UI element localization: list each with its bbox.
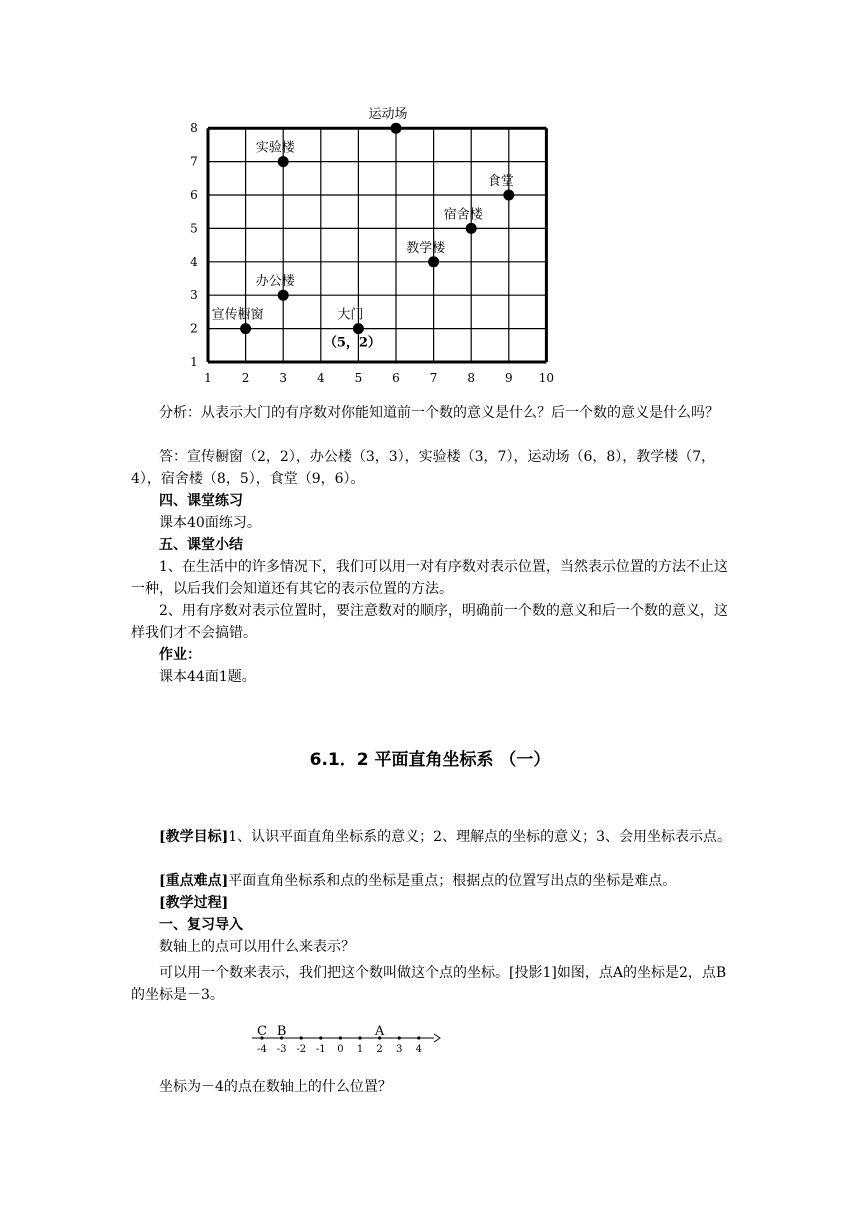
gate-coordinate-label: （5，2） <box>323 335 381 351</box>
location-point <box>503 190 514 201</box>
location-label: 运动场 <box>368 107 408 123</box>
number-line-tick-label: 2 <box>376 1044 383 1055</box>
location-point <box>466 223 477 234</box>
location-point <box>428 256 439 267</box>
number-line-dot <box>417 1036 420 1039</box>
analysis-paragraph: 分析：从表示大门的有序数对你能知道前一个数的意义是什么？后一个数的意义是什么吗？ <box>159 405 719 421</box>
section5-heading: 五、课堂小结 <box>159 537 243 553</box>
number-line-point-label: C <box>257 1024 267 1039</box>
number-line-point-label: A <box>374 1024 385 1039</box>
number-line-tick-label: -4 <box>257 1044 267 1055</box>
homework-text: 课本44面1题。 <box>159 669 256 685</box>
key-points-label: [重点难点] <box>159 873 229 889</box>
y-tick-label: 6 <box>190 188 198 202</box>
y-tick-label: 2 <box>190 321 198 336</box>
x-tick-label: 4 <box>316 371 325 385</box>
review-answer-1: 可以用一个数来表示，我们把这个数叫做这个点的坐标。[投影1]如图，点A的坐标是2，点B的坐标是－3。 <box>131 965 727 1003</box>
number-line-tick-label: 4 <box>415 1044 422 1055</box>
number-line-point-label: B <box>276 1024 287 1039</box>
section-title: 6.1．2 平面直角坐标系 （一） <box>309 750 551 770</box>
y-tick-label: 8 <box>190 121 198 136</box>
location-point <box>278 290 289 301</box>
objectives-paragraph <box>131 826 731 848</box>
y-tick-label: 7 <box>190 154 198 169</box>
location-point <box>391 123 402 134</box>
x-tick-label: 6 <box>392 371 400 385</box>
process-label: [教学过程] <box>159 895 229 911</box>
key-points-text: 平面直角坐标系和点的坐标是重点；根据点的位置写出点的坐标是难点。 <box>228 873 677 889</box>
key-points-paragraph <box>131 870 731 892</box>
number-line-dot <box>398 1036 401 1039</box>
arrow-icon <box>434 1034 440 1042</box>
y-tick-label: 5 <box>190 221 198 236</box>
number-line-tick-label: -3 <box>276 1044 287 1055</box>
summary-item-2: 2、用有序数对表示位置时，要注意数对的顺序，明确前一个数的意义和后一个数的意义，这样我们才不会搞错。 <box>131 603 728 641</box>
x-tick-label: 5 <box>354 371 363 385</box>
review-question-1: 数轴上的点可以用什么来表示？ <box>159 939 355 955</box>
location-point <box>353 323 364 334</box>
location-label: 教学楼 <box>406 240 446 256</box>
homework-heading: 作业： <box>159 647 201 663</box>
summary-item-1: 1、在生活中的许多情况下，我们可以用一对有序数对表示位置，当然表示位置的方法不止这一种，以后我们会知道还有其它的表示位置的方法。 <box>131 559 728 597</box>
number-line-dot <box>319 1036 322 1039</box>
number-line-dot <box>300 1036 303 1039</box>
location-label: 宣传橱窗 <box>211 307 264 323</box>
objectives-text: 1、认识平面直角坐标系的意义；2、理解点的坐标的意义；3、会用坐标表示点。 <box>228 829 731 845</box>
number-line-dot <box>339 1036 342 1039</box>
number-line-dot <box>358 1036 361 1039</box>
section4-heading: 四、课堂练习 <box>159 493 243 509</box>
number-line <box>248 1018 448 1058</box>
number-line-tick-label: -2 <box>296 1044 307 1055</box>
location-label: 实验楼 <box>255 140 295 156</box>
location-label: 宿舍楼 <box>443 207 483 223</box>
x-tick-label: 8 <box>467 371 476 385</box>
location-point <box>278 156 289 167</box>
y-tick-label: 1 <box>190 355 198 369</box>
location-grid-chart <box>180 107 580 390</box>
location-point <box>240 323 251 334</box>
number-line-tick-label: 1 <box>356 1044 364 1055</box>
number-line-tick-label: 3 <box>396 1044 403 1055</box>
y-tick-label: 3 <box>190 288 198 303</box>
x-tick-label: 10 <box>538 371 555 385</box>
location-label: 食堂 <box>487 174 514 189</box>
review-question-2: 坐标为－4的点在数轴上的什么位置？ <box>159 1079 392 1095</box>
x-tick-label: 9 <box>504 371 513 385</box>
x-tick-label: 1 <box>204 371 212 385</box>
x-tick-label: 2 <box>241 371 250 385</box>
answer-paragraph: 答：宣传橱窗（2，2），办公楼（3，3），实验楼（3，7），运动场（6，8），教学楼（7，4），宿舍楼（8，5），食堂（9，6）。 <box>131 449 716 487</box>
number-line-tick-label: 0 <box>337 1044 344 1055</box>
number-line-tick-label: -1 <box>315 1044 326 1055</box>
location-label: 大门 <box>337 307 364 323</box>
review-heading: 一、复习导入 <box>159 917 243 933</box>
y-tick-label: 4 <box>190 254 198 269</box>
location-label: 办公楼 <box>255 274 295 290</box>
x-tick-label: 3 <box>279 371 288 385</box>
x-tick-label: 7 <box>429 371 438 385</box>
section4-text: 课本40面练习。 <box>159 515 261 531</box>
objectives-label: [教学目标] <box>159 829 229 845</box>
